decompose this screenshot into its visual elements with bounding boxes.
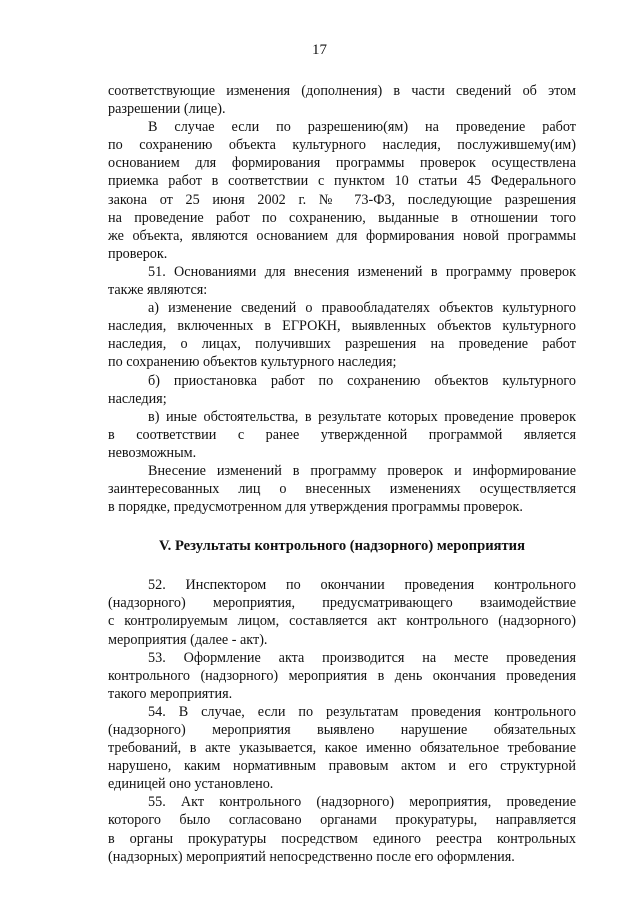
text-line: которого было согласовано органами прокуратуры, направляется: [108, 812, 576, 829]
text-line: 52. Инспектором по окончании проведения контрольного: [148, 577, 576, 594]
text-line: в соответствии с ранее утвержденной программой является: [108, 426, 576, 443]
text-line: же объекта, являются основанием для формирования новой программы: [108, 227, 576, 244]
text-line: (надзорных) мероприятий непосредственно после его оформления.: [108, 848, 515, 865]
text-line: 53. Оформление акта производится на месте проведения: [148, 649, 576, 666]
text-line: соответствующие изменения (дополнения) в части сведений об этом: [108, 83, 576, 99]
paragraph: [108, 462, 576, 516]
text-line: требований, в акте указывается, какое именно обязательное требование: [108, 740, 576, 757]
text-line: нарушено, каким нормативным правовым актом и его структурной: [108, 758, 576, 775]
paragraph: [108, 372, 576, 408]
page-number: 17: [312, 42, 327, 58]
text-line: на проведение работ по сохранению, выданные в отношении того: [108, 209, 576, 226]
paragraph: [108, 793, 576, 865]
text-line: по сохранению объекта культурного наследия, послужившему(им): [108, 137, 576, 154]
text-line: в) иные обстоятельства, в результате которых проведение проверок: [148, 408, 576, 425]
text-line: в порядке, предусмотренном для утверждения программы проверок.: [108, 499, 523, 516]
text-line: Внесение изменений в программу проверок и информирование: [148, 462, 576, 479]
text-line: 55. Акт контрольного (надзорного) мероприятия, проведение: [148, 794, 576, 811]
text-line: закона от 25 июня 2002 г. № 73-ФЗ, последующие разрешения: [108, 191, 576, 208]
paragraph: [108, 299, 576, 371]
text-line: наследия, о лицах, получивших разрешения на проведение работ: [108, 336, 576, 353]
paragraph: [108, 703, 576, 793]
text-line: разрешении (лице).: [108, 101, 226, 118]
text-line: проверок.: [108, 245, 168, 262]
text-line: б) приостановка работ по сохранению объектов культурного: [148, 372, 576, 389]
text-line: невозможным.: [108, 444, 197, 461]
text-line: основанием для формирования программы проверок осуществлена: [108, 155, 576, 172]
paragraph: [108, 118, 576, 263]
text-line: с контролируемым лицом, составляется акт контрольного (надзорного): [108, 613, 576, 630]
text-line: (надзорного) мероприятия, предусматривающего взаимодействие: [108, 595, 576, 612]
text-line: В случае если по разрешению(ям) на проведение работ: [148, 119, 576, 136]
text-line: заинтересованных лиц о внесенных изменениях осуществляется: [108, 481, 576, 498]
text-line: также являются:: [108, 282, 208, 299]
text-line: а) изменение сведений о правообладателях объектов культурного: [148, 300, 576, 317]
text-line: контрольного (надзорного) мероприятия в день окончания проведения: [108, 667, 576, 684]
text-line: 54. В случае, если по результатам проведения контрольного: [148, 703, 576, 720]
text-line: в органы прокуратуры посредством единого реестра контрольных: [108, 830, 576, 847]
text-line: (надзорного) мероприятия выявлено нарушение обязательных: [108, 722, 576, 738]
paragraph: [108, 263, 576, 299]
document-body: [108, 82, 576, 866]
section-heading: V. Результаты контрольного (надзорного) мероприятия: [158, 538, 525, 555]
text-line: 51. Основаниями для внесения изменений в программу проверок: [148, 263, 576, 280]
paragraph: [108, 649, 576, 703]
text-line: наследия, включенных в ЕГРОКН, выявленных объектов культурного: [108, 318, 576, 335]
paragraph: [108, 576, 576, 648]
text-line: наследия;: [108, 390, 167, 407]
text-line: по сохранению объектов культурного наследия;: [108, 354, 397, 371]
text-line: единицей оно установлено.: [108, 776, 274, 793]
text-line: такого мероприятия.: [108, 685, 233, 702]
paragraph: [108, 408, 576, 462]
text-line: мероприятия (далее - акт).: [108, 631, 268, 648]
text-line: приемка работ в соответствии с пунктом 10 статьи 45 Федерального: [108, 173, 576, 190]
paragraph: [108, 82, 576, 118]
